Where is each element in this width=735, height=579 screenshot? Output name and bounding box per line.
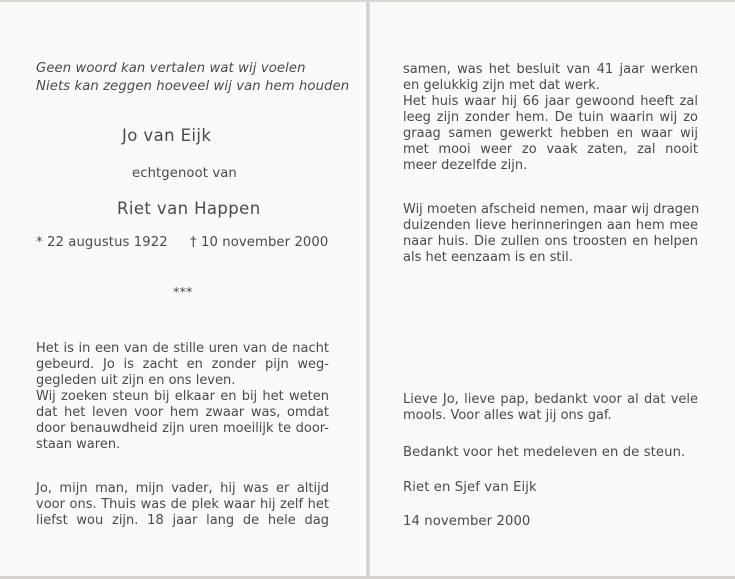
text-line: en gelukkig zijn met dat werk. bbox=[403, 78, 600, 93]
motto-line-1: Geen woord kan vertalen wat wij voelen bbox=[36, 61, 306, 76]
right-paragraph-2 bbox=[403, 202, 698, 266]
spouse-name: Riet van Happen bbox=[117, 199, 261, 218]
birth-date: * 22 augustus 1922 bbox=[36, 235, 168, 250]
text-line: liefst wou zijn. 18 jaar lang de hele dag bbox=[36, 513, 329, 528]
text-line: dat het leven voor hem zwaar was, omdat bbox=[36, 405, 329, 420]
motto-line-2: Niets kan zeggen hoeveel wij van hem houden bbox=[36, 79, 350, 94]
text-line: Lieve Jo, lieve pap, bedankt voor al dat vele bbox=[403, 392, 698, 407]
right-paragraph-1 bbox=[403, 62, 698, 174]
text-line: Wij zoeken steun bij elkaar en bij het weten bbox=[36, 389, 329, 404]
death-date: † 10 november 2000 bbox=[190, 235, 329, 250]
text-line: samen, was het besluit van 41 jaar werken bbox=[403, 62, 698, 77]
text-line: meer dezelfde zijn. bbox=[403, 158, 528, 173]
text-line: mooIs. Voor alles wat jij ons gaf. bbox=[403, 408, 612, 423]
right-page bbox=[368, 0, 735, 579]
text-line: voor ons. Thuis was de plek waar hij zelf het bbox=[36, 497, 329, 512]
separator-stars: *** bbox=[173, 285, 193, 300]
text-line: graag samen gewerkt hebben en waar wij bbox=[403, 126, 698, 141]
text-line: gebeurd. Jo is zacht en zonder pijn weg- bbox=[36, 357, 329, 372]
text-line: Het is in een van de stille uren van de nacht bbox=[36, 341, 329, 356]
signature: Riet en Sjef van Eijk bbox=[403, 480, 537, 495]
text-line: naar huis. Die zullen ons troosten en helpen bbox=[403, 234, 698, 249]
thanks-line: Bedankt voor het medeleven en de steun. bbox=[403, 445, 686, 460]
closing-date: 14 november 2000 bbox=[403, 514, 531, 529]
left-paragraph-2 bbox=[36, 481, 329, 529]
text-line: Het huis waar hij 66 jaar gewoond heeft zal bbox=[403, 94, 698, 109]
left-paragraph-1 bbox=[36, 341, 329, 453]
text-line: gegleden uit zijn en ons leven. bbox=[36, 373, 236, 388]
text-line: door benauwdheid zijn uren moeilijk te door- bbox=[36, 421, 329, 436]
text-line: leeg zijn zonder hem. De tuin waarin wij zo bbox=[403, 110, 698, 125]
text-line: Jo, mijn man, mijn vader, hij was er altijd bbox=[36, 481, 329, 496]
text-line: als het eenzaam is en stil. bbox=[403, 250, 573, 265]
deceased-name: Jo van Eijk bbox=[122, 126, 212, 145]
text-line: staan waren. bbox=[36, 437, 121, 452]
text-line: met mooi weer zo vaak zaten, zal nooit bbox=[403, 142, 698, 157]
right-paragraph-3 bbox=[403, 392, 698, 424]
text-line: duizenden lieve herinneringen aan hem mee bbox=[403, 218, 698, 233]
relation-text: echtgenoot van bbox=[132, 166, 237, 181]
text-line: Wij moeten afscheid nemen, maar wij dragen bbox=[403, 202, 700, 217]
